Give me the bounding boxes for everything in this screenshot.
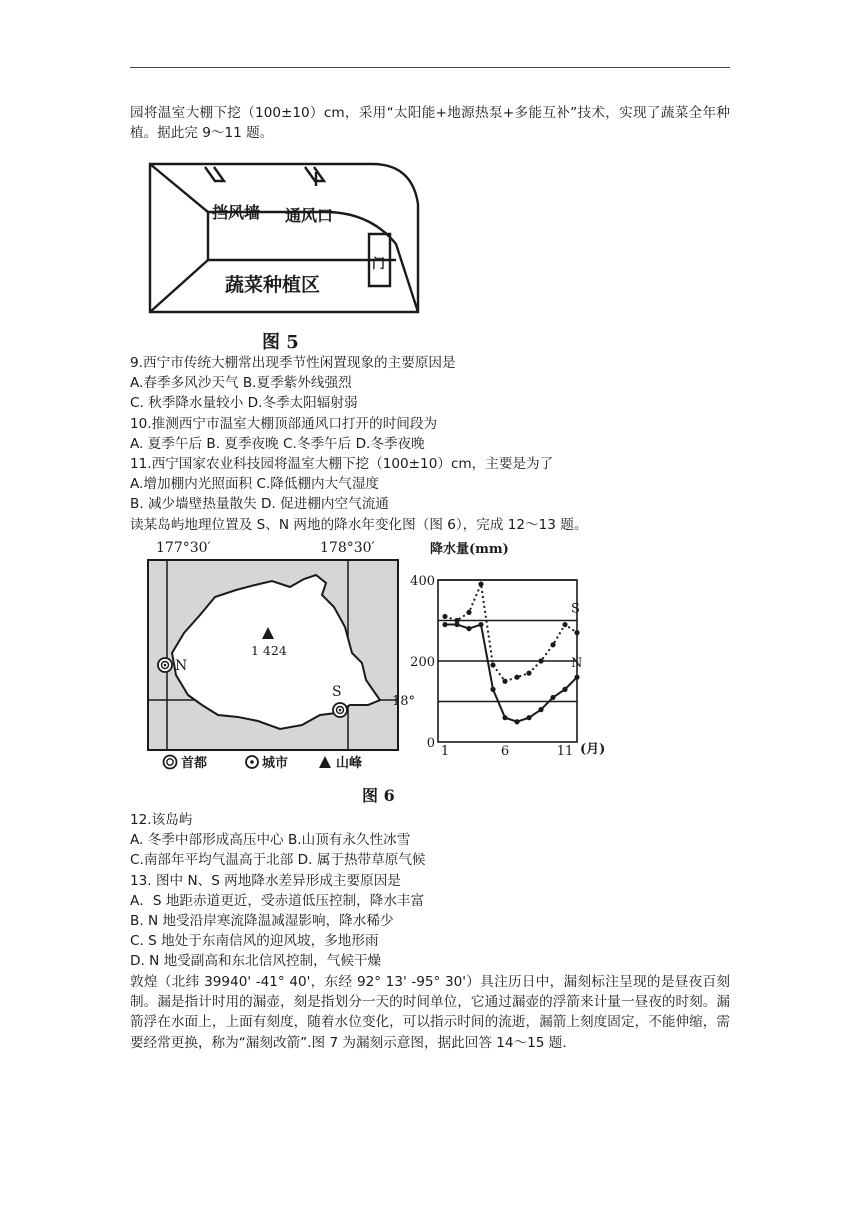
q9-stem: 9.西宁市传统大棚常出现季节性闲置现象的主要原因是	[130, 355, 456, 371]
lon-right-label: 178°30′	[320, 540, 375, 556]
q10-stem: 10.推测西宁市温室大棚顶部通风口打开的时间段为	[130, 415, 438, 432]
chart-xlabel: (月)	[580, 742, 606, 757]
q9-options-2: C. 秋季降水量较小 D.冬季太阳辐射弱	[130, 395, 358, 412]
city-n-label: N	[175, 658, 188, 674]
legend-capital-label: 首都	[181, 756, 208, 771]
series-point-N	[514, 719, 519, 724]
q11-options-2: B. 减少墙壁热量散失 D. 促进棚内空气流通	[130, 496, 389, 513]
chart-ytick-label: 0	[426, 736, 435, 751]
greenhouse-diagram	[140, 148, 430, 358]
figure-6-map	[140, 535, 420, 810]
questions-9-11	[130, 353, 730, 535]
legend-city-icon	[246, 756, 258, 768]
q13-option-d: D. N 地受副高和东北信风控制，气候干燥	[130, 953, 382, 970]
intro-paragraph: 园将温室大棚下挖（100±10）cm，采用“太阳能+地源热泵+多能互补”技术，实现了蔬菜全年种植。据此完 9～11 题。	[130, 105, 730, 142]
series-point-S	[514, 675, 519, 680]
legend-peak-label: 山峰	[336, 756, 363, 771]
q9-options-1: A.春季多风沙天气 B.夏季紫外线强烈	[130, 375, 352, 392]
city-n-capital-icon	[158, 658, 172, 672]
questions-12-13	[130, 810, 730, 972]
q13-option-c: C. S 地处于东南信风的迎风坡，多地形雨	[130, 933, 379, 950]
header-rule	[130, 67, 730, 68]
series-point-N	[574, 675, 579, 680]
series-point-S	[574, 630, 579, 635]
series-point-S	[562, 622, 567, 627]
figure-5	[140, 148, 430, 358]
chart-xtick-label: 6	[500, 744, 510, 759]
chart-xtick-label: 11	[556, 744, 574, 759]
series-point-N	[466, 626, 471, 631]
series-label-S: S	[571, 601, 580, 617]
series-point-N	[478, 622, 483, 627]
q13-option-a: A．S 地距赤道更近，受赤道低压控制，降水丰富	[130, 892, 425, 909]
lon-left-label: 177°30′	[156, 540, 211, 556]
lat-label: 18°	[392, 694, 416, 709]
city-s-icon	[333, 703, 347, 717]
q12-stem: 12.该岛屿	[130, 812, 193, 828]
q11-options-1: A.增加棚内光照面积 C.降低棚内大气湿度	[130, 476, 380, 493]
series-point-S	[442, 614, 447, 619]
fig5-vent-label: 通风口	[285, 206, 334, 225]
series-point-N	[442, 622, 447, 627]
fig5-door-label: 门	[372, 257, 386, 272]
series-point-N	[550, 695, 555, 700]
fig5-wall-label: 挡风墙	[212, 203, 261, 222]
series-point-S	[478, 581, 483, 586]
city-s-label: S	[332, 684, 342, 700]
legend-peak-icon	[319, 756, 331, 768]
series-point-S	[526, 671, 531, 676]
intro-12-13: 读某岛屿地理位置及 S、N 两地的降水年变化图（图 6），完成 12～13 题。	[130, 516, 588, 533]
chart-xtick-label: 1	[440, 744, 450, 759]
series-line-S	[445, 584, 577, 681]
series-point-N	[454, 622, 459, 627]
q13-stem: 13. 图中 N、S 两地降水差异形成主要原因是	[130, 872, 401, 889]
series-point-N	[526, 715, 531, 720]
legend-city-label: 城市	[262, 756, 289, 771]
q12-options-2: C.南部年平均气温高于北部 D. 属于热带草原气候	[130, 852, 426, 869]
legend-capital-icon	[164, 756, 177, 769]
fig5-area-label: 蔬菜种植区	[225, 274, 321, 296]
q10-options-1: A. 夏季午后 B. 夏季夜晚 C.冬季午后 D.冬季夜晚	[130, 435, 425, 452]
peak-value: 1 424	[251, 643, 287, 658]
figure-6-chart	[410, 535, 620, 765]
series-point-S	[490, 662, 495, 667]
q12-options-1: A. 冬季中部形成高压中心 B.山顶有永久性冰雪	[130, 832, 411, 849]
fig5-caption: 图 5	[262, 332, 299, 353]
series-label-N: N	[571, 656, 583, 672]
chart-ytick-label: 200	[410, 655, 435, 670]
series-line-N	[445, 625, 577, 722]
series-point-N	[538, 707, 543, 712]
series-point-S	[538, 658, 543, 663]
series-point-S	[550, 642, 555, 647]
series-point-N	[502, 715, 507, 720]
series-point-N	[562, 687, 567, 692]
precipitation-chart	[410, 535, 620, 765]
chart-ytick-label: 400	[410, 574, 435, 589]
island-map	[140, 535, 420, 810]
chart-ylabel: 降水量(mm)	[430, 542, 509, 557]
series-point-S	[502, 679, 507, 684]
final-paragraph: 敦煌（北纬 39940' -41° 40'，东经 92° 13' -95° 30'）具注历日中，漏刻标注呈现的是昼夜百刻制。漏是指计时用的漏壶，刻是指划分一天的时间单位，它通过漏壶的浮箭来计量一昼夜的时刻。漏箭浮在水面上，上面有刻度，随着水位变化，可以指示时间的流逝，漏箭上刻度固定，不能伸缩，需要经常更换，称为“漏刻改箭”.图 7 为漏刻示意图，据此回答 14～15 题.	[130, 974, 730, 1051]
fig6-caption: 图 6	[362, 786, 395, 805]
q11-stem: 11.西宁国家农业科技园将温室大棚下挖（100±10）cm，主要是为了	[130, 456, 554, 473]
series-point-S	[466, 610, 471, 615]
series-point-N	[490, 687, 495, 692]
q13-option-b: B. N 地受沿岸寒流降温减湿影响，降水稀少	[130, 913, 394, 930]
